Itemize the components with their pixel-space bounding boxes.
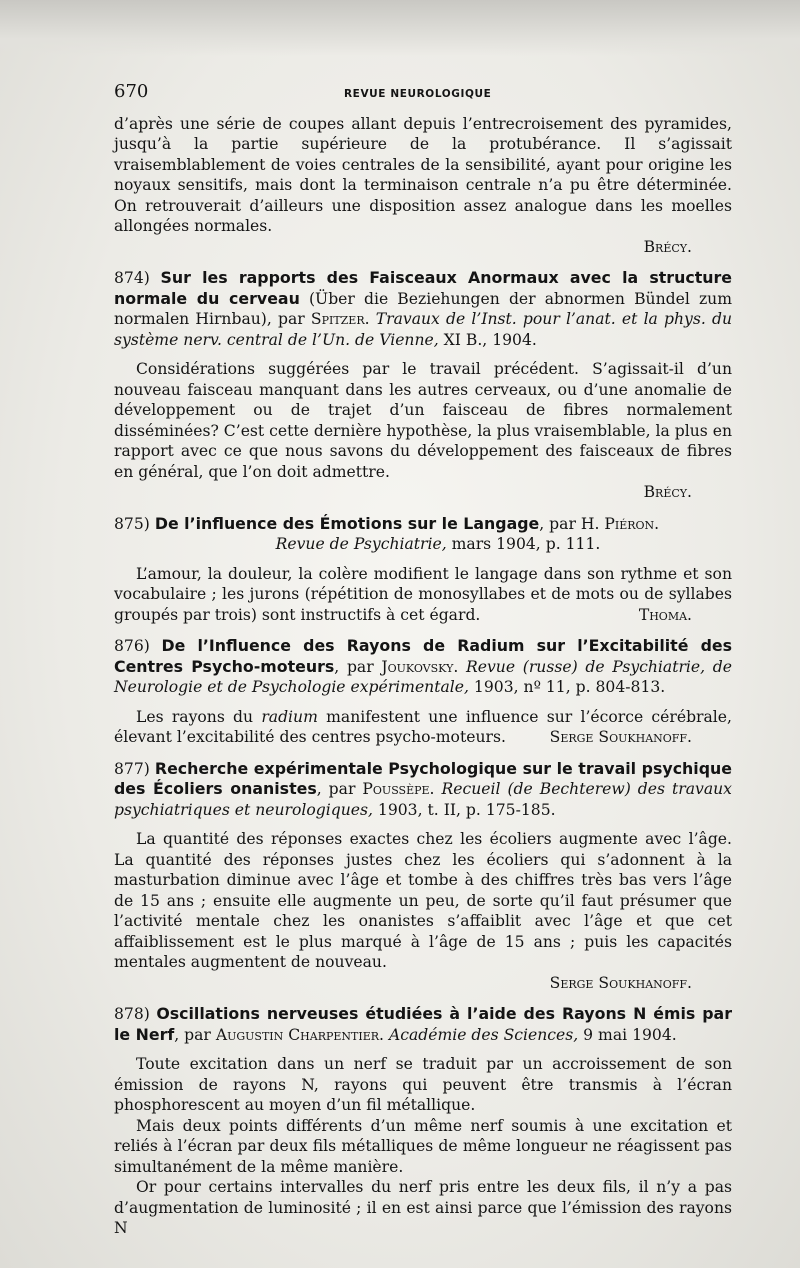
- article-877-journal: Recueil (de Bechterew) des travaux psychiatriques et neurologiques,: [114, 780, 732, 819]
- article-877-number: 877): [114, 759, 150, 778]
- article-877-body: La quantité des réponses exactes chez les écoliers augmente avec l’âge. La quantité des réponses justes chez les écoliers qui s’adonnent à la masturbation diminue avec l’âge et tombe à des chiffres très bas vers l’âge de 15 ans ; ensuite elle augmente un peu, de sorte qu’il faut présumer que l’activité mentale chez les onanistes s’affaiblit avec l’âge et que cet affaiblissement est le plus marqué à l’âge de 15 ans ; puis les capacités mentales augmentent de nouveau.: [114, 830, 732, 971]
- article-876-body: [114, 707, 732, 748]
- article-876-body-em: radium: [261, 707, 318, 726]
- article-876-number: 876): [114, 637, 150, 655]
- article-874-heading: [114, 268, 732, 350]
- article-878-paragraph-1: Toute excitation dans un nerf se traduit par un accroissement de son émission de rayons N, rayons qui peuvent être transmis à l’écran phosphorescent au moyen d’un fil métallique.: [114, 1055, 732, 1114]
- article-877-ref-plain: , par: [316, 780, 363, 798]
- scan-top-margin: [0, 0, 800, 56]
- page-number: 670: [114, 81, 149, 102]
- article-876-body-post: manifestent une influence sur l’écorce cérébrale, élevant l’excitabilité des centres psycho-moteurs.: [114, 707, 732, 746]
- article-876-ref-tail: 1903, nº 11, p. 804-813.: [468, 678, 666, 696]
- running-title: REVUE NEUROLOGIQUE: [344, 88, 492, 100]
- article-874-body: Considérations suggérées par le travail précédent. S’agissait-il d’un nouveau faisceau manquant dans les autres cerveaux, ou d’une anomalie de développement ou de trajet d’un faisceau de fibres normalement disséminées? C’est cette dernière hypothèse, la plus vraisemblable, la plus en rapport avec ce que nous savons du développement des faisceaux de fibres en général, que l’on doit admettre.: [114, 360, 732, 481]
- article-875-signature: Thoma.: [638, 605, 692, 624]
- article-875-body: [114, 564, 732, 626]
- article-875-author: Piéron.: [604, 514, 660, 533]
- article-878-title: Oscillations nerveuses étudiées à l’aide des Rayons N émis par le Nerf: [114, 1004, 732, 1044]
- article-876-author: Joukovsky.: [381, 657, 459, 676]
- article-878-number: 878): [114, 1005, 150, 1023]
- article-877-signature: Serge Soukhanoff.: [549, 973, 692, 992]
- article-877-title: Recherche expérimentale Psychologique sur le travail psychique des Écoliers onanistes: [114, 758, 732, 798]
- article-877-heading: [114, 759, 732, 821]
- article-874-title: Sur les rapports des Faisceaux Anormaux avec la structure normale du cerveau: [114, 268, 732, 308]
- article-875-number: 875): [114, 514, 150, 533]
- article-875-title: De l’influence des Émotions sur le Langage: [154, 513, 540, 533]
- article-874-journal: Travaux de l’Inst. pour l’anat. et la phys. du système nerv. central de l’Un. de Vienne,: [114, 310, 732, 349]
- article-874-author: Spitzer.: [310, 310, 370, 328]
- article-874-ref-tail: XI B., 1904.: [438, 330, 537, 349]
- article-877-ref-tail: 1903, t. II, p. 175-185.: [372, 800, 556, 819]
- article-878-ref-tail: 9 mai 1904.: [578, 1025, 677, 1044]
- article-876-heading: [114, 636, 732, 698]
- article-876-body-pre: Les rayons du: [136, 707, 262, 726]
- article-875-heading: [114, 514, 732, 555]
- page-body: [114, 82, 732, 1239]
- article-875-journal: Revue de Psychiatrie,: [275, 535, 447, 553]
- article-874-signature: Brécy.: [643, 483, 692, 501]
- article-878-author: Augustin Charpentier.: [215, 1025, 384, 1044]
- article-876-journal: Revue (russe) de Psychiatrie, de Neurologie et de Psychologie expérimentale,: [114, 657, 733, 696]
- article-878-journal: Académie des Sciences,: [388, 1025, 579, 1044]
- page-header: [114, 82, 732, 105]
- article-874-number: 874): [114, 269, 150, 287]
- article-878-paragraph-3: Or pour certains intervalles du nerf pris entre les deux fils, il n’y a pas d’augmentation de luminosité ; il en est ainsi parce que l’émission des rayons N: [114, 1178, 732, 1237]
- article-876-signature: Serge Soukhanoff.: [549, 728, 692, 746]
- article-875-ref-tail: mars 1904, p. 111.: [446, 535, 601, 553]
- article-876-ref-plain: , par: [334, 657, 382, 676]
- article-877-author: Poussèpe.: [362, 780, 435, 798]
- article-876-title: De l’Influence des Rayons de Radium sur l’Excitabilité des Centres Psycho-moteurs: [114, 636, 732, 676]
- article-878-ref-plain: , par: [174, 1025, 216, 1044]
- intro-paragraph: d’après une série de coupes allant depuis l’entrecroisement des pyramides, jusqu’à la partie supérieure de la protubérance. Il s’agissait vraisemblablement de voies centrales de la sensibilité, ayant pour origine les noyaux sensitifs, mais dont la terminaison centrale n’a pu être déterminée. On retrouverait d’ailleurs une disposition assez analogue dans les moelles allongées normales.: [114, 114, 732, 235]
- article-875-ref-plain: , par H.: [539, 514, 605, 533]
- article-878-heading: [114, 1004, 732, 1045]
- intro-signature: Brécy.: [643, 237, 692, 256]
- article-878-paragraph-2: Mais deux points différents d’un même nerf soumis à une excitation et reliés à l’écran par deux fils métalliques de même longueur ne réagissent pas simultanément de la même manière.: [114, 1116, 732, 1176]
- article-875-body-text: L’amour, la douleur, la colère modifient le langage dans son rythme et son vocabulaire ; les jurons (répétition de monosyllabes et de mots ou de syllabes groupés par trois) sont instructifs à cet égard.: [114, 564, 732, 624]
- article-874-ref-plain: (Über die Beziehungen der abnormen Bündel zum normalen Hirnbau), par: [114, 289, 732, 328]
